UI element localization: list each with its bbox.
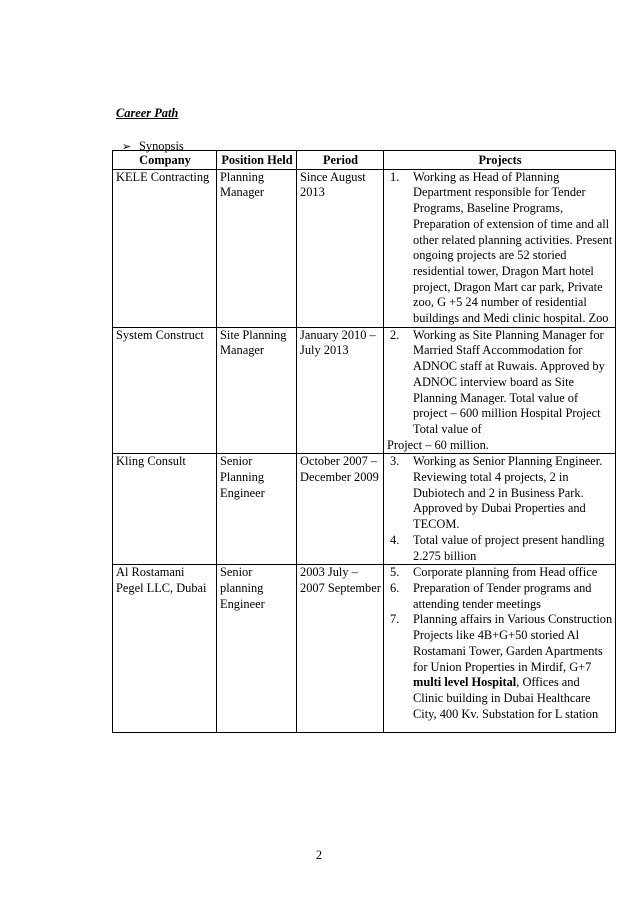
period-cell: 2003 July – 2007 September: [297, 565, 384, 733]
header-position: Position Held: [217, 151, 297, 170]
project-text: Preparation of Tender programs and attending tender meetings: [413, 580, 592, 611]
list-number: 7.: [390, 612, 400, 627]
company-cell: System Construct: [113, 327, 217, 454]
list-number: 6.: [390, 580, 400, 595]
project-text: Total value of project present handling 2.275 billion: [413, 532, 605, 563]
list-item: [387, 533, 613, 564]
section-heading: Career Path: [116, 106, 179, 120]
table-header-row: [113, 151, 616, 170]
table-row: [113, 454, 616, 565]
list-item: [387, 328, 613, 454]
list-number: 3.: [390, 454, 400, 469]
company-cell: KELE Contracting: [113, 169, 217, 327]
career-table: [112, 150, 616, 733]
projects-cell: [384, 454, 616, 565]
position-cell: Planning Manager: [217, 169, 297, 327]
arrow-bullet-icon: ➢: [122, 141, 132, 153]
list-item: [387, 170, 613, 327]
company-cell: Al Rostamani Pegel LLC, Dubai: [113, 565, 217, 733]
project-text-after: , Offices and Clinic building in Dubai Healthcare City, 400 Kv. Substation for L station: [413, 675, 599, 721]
period-cell: October 2007 – December 2009: [297, 454, 384, 565]
project-text: Working as Head of Planning Department responsible for Tender Programs, Baseline Programs, Preparation of extension of time and all other related planning activities. Present ongoing projects are 52 storied residential tower, Dragon Mart hotel project, Dragon Mart car park, Private zoo, G +5 24 number of residential buildings and Medi clinic hospital. Zoo: [413, 169, 613, 326]
page-number: 2: [315, 848, 323, 862]
table-row: [113, 327, 616, 454]
position-cell: Site Planning Manager: [217, 327, 297, 454]
project-text-tail: Project – 60 million.: [387, 437, 489, 452]
synopsis-label: Synopsis: [139, 139, 184, 153]
project-text: Working as Senior Planning Engineer. Reviewing total 4 projects, 2 in Dubiotech and 2 in Business Park. Approved by Dubai Properties and TECOM.: [413, 454, 603, 532]
projects-cell: [384, 565, 616, 733]
list-number: 4.: [390, 532, 400, 547]
list-item: [387, 581, 613, 612]
position-cell: Senior Planning Engineer: [217, 454, 297, 565]
table-row: [113, 565, 616, 733]
project-text: Working as Site Planning Manager for Married Staff Accommodation for ADNOC staff at Ruwais. Approved by ADNOC interview board as Site Planning Manager. Total value of project – 600 million Hospital Project Total value of: [413, 327, 605, 436]
header-company: Company: [113, 151, 217, 170]
header-projects: Projects: [384, 151, 616, 170]
project-text: Corporate planning from Head office: [413, 565, 598, 580]
list-item: [387, 565, 613, 581]
header-period: Period: [297, 151, 384, 170]
company-cell: Kling Consult: [113, 454, 217, 565]
table-row: [113, 169, 616, 327]
list-item: [387, 612, 613, 722]
list-number: 2.: [390, 327, 400, 342]
period-cell: January 2010 – July 2013: [297, 327, 384, 454]
projects-cell: [384, 169, 616, 327]
project-text-bold: multi level Hospital: [413, 675, 517, 690]
list-number: 5.: [390, 565, 400, 580]
list-number: 1.: [390, 169, 400, 184]
list-item: [387, 454, 613, 533]
projects-cell: [384, 327, 616, 454]
period-cell: Since August 2013: [297, 169, 384, 327]
project-text-before: Planning affairs in Various Construction Projects like 4B+G+50 storied Al Rostamani Tower, Garden Apartments for Union Properties in Mirdif, G+7: [413, 612, 613, 674]
position-cell: Senior planning Engineer: [217, 565, 297, 733]
